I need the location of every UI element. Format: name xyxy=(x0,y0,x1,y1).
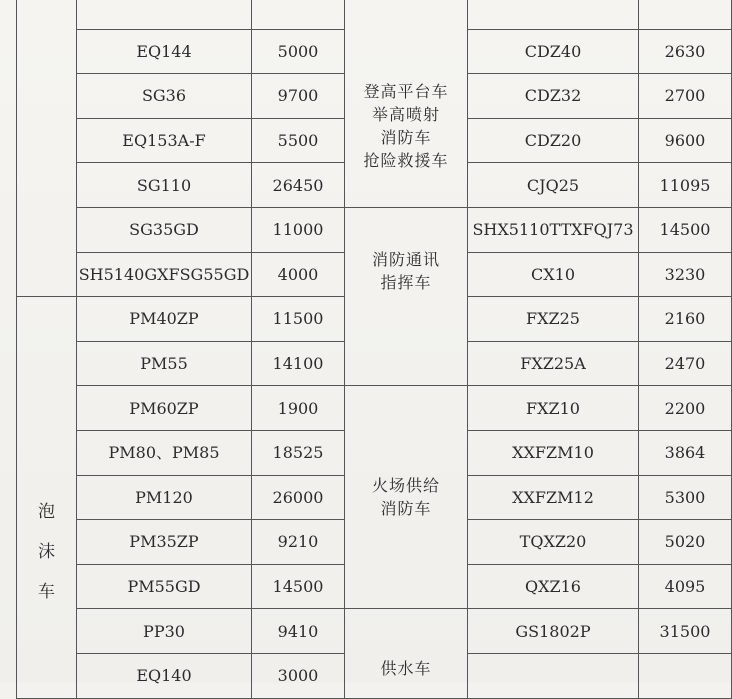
model-cell: PM55 xyxy=(77,341,252,386)
model-cell: EQ153A-F xyxy=(77,118,252,163)
model-cell: PM35ZP xyxy=(77,520,252,565)
right-value-cell xyxy=(639,653,732,698)
right-value-cell: 14500 xyxy=(639,207,732,252)
model-cell: EQ140 xyxy=(77,653,252,698)
value-cell: 5000 xyxy=(252,29,345,74)
category-char: 车 xyxy=(38,582,55,603)
category-char: 泡 xyxy=(38,502,55,523)
right-model-cell xyxy=(468,0,639,29)
right-model-cell: XXFZM12 xyxy=(468,475,639,520)
right-value-cell: 2160 xyxy=(639,297,732,342)
table-row xyxy=(17,386,732,431)
category-char: 沫 xyxy=(38,542,55,563)
middle-category-group2-line: 消防通讯 xyxy=(371,249,440,269)
right-value-cell: 5300 xyxy=(639,475,732,520)
right-model-cell: GS1802P xyxy=(468,609,639,654)
value-cell: 26450 xyxy=(252,163,345,208)
right-value-cell: 4095 xyxy=(639,564,732,609)
right-value-cell: 3230 xyxy=(639,252,732,297)
middle-category-group2 xyxy=(345,207,468,385)
right-model-cell: FXZ10 xyxy=(468,386,639,431)
right-value-cell: 2470 xyxy=(639,341,732,386)
right-value-cell: 9600 xyxy=(639,118,732,163)
right-model-cell: FXZ25 xyxy=(468,297,639,342)
middle-category-group4-line: 供水车 xyxy=(380,658,432,678)
value-cell: 26000 xyxy=(252,475,345,520)
right-model-cell: FXZ25A xyxy=(468,341,639,386)
table-row xyxy=(17,609,732,654)
right-model-cell: CDZ40 xyxy=(468,29,639,74)
right-model-cell: SHX5110TTXFQJ73 xyxy=(468,207,639,252)
value-cell: 18525 xyxy=(252,430,345,475)
right-value-cell: 5020 xyxy=(639,520,732,565)
value-cell: 9410 xyxy=(252,609,345,654)
middle-category-group1-line: 抢险救援车 xyxy=(363,151,449,171)
middle-category-group1-line: 消防车 xyxy=(380,127,432,147)
middle-category-group4 xyxy=(345,609,468,698)
value-cell: 14500 xyxy=(252,564,345,609)
right-model-cell: CJQ25 xyxy=(468,163,639,208)
right-model-cell xyxy=(468,653,639,698)
vehicle-spec-table xyxy=(16,0,732,699)
right-model-cell: CDZ32 xyxy=(468,74,639,119)
value-cell xyxy=(252,0,345,29)
model-cell: SG36 xyxy=(77,74,252,119)
middle-category-group1-line: 登高平台车 xyxy=(363,81,449,101)
middle-category-group2-line: 指挥车 xyxy=(380,273,432,293)
middle-category-group1 xyxy=(345,0,468,207)
value-cell: 11500 xyxy=(252,297,345,342)
model-cell: EQ144 xyxy=(77,29,252,74)
value-cell: 11000 xyxy=(252,207,345,252)
category-cell-foam xyxy=(17,297,77,698)
value-cell: 9210 xyxy=(252,520,345,565)
model-cell: PM120 xyxy=(77,475,252,520)
right-model-cell: TQXZ20 xyxy=(468,520,639,565)
right-model-cell: QXZ16 xyxy=(468,564,639,609)
value-cell: 1900 xyxy=(252,386,345,431)
table-row xyxy=(17,0,732,29)
middle-category-group3-line: 消防车 xyxy=(380,499,432,519)
model-cell: SG110 xyxy=(77,163,252,208)
value-cell: 14100 xyxy=(252,341,345,386)
right-value-cell: 3864 xyxy=(639,430,732,475)
model-cell: PM60ZP xyxy=(77,386,252,431)
model-cell xyxy=(77,0,252,29)
middle-category-group3 xyxy=(345,386,468,609)
value-cell: 4000 xyxy=(252,252,345,297)
right-model-cell: XXFZM10 xyxy=(468,430,639,475)
category-cell xyxy=(17,0,77,297)
model-cell: SH5140GXFSG55GD xyxy=(77,252,252,297)
right-value-cell: 2200 xyxy=(639,386,732,431)
value-cell: 5500 xyxy=(252,118,345,163)
middle-category-group3-line: 火场供给 xyxy=(371,476,440,496)
value-cell: 9700 xyxy=(252,74,345,119)
model-cell: PM80、PM85 xyxy=(77,430,252,475)
right-value-cell: 31500 xyxy=(639,609,732,654)
model-cell: PM40ZP xyxy=(77,297,252,342)
model-cell: SG35GD xyxy=(77,207,252,252)
table-row xyxy=(17,207,732,252)
model-cell: PP30 xyxy=(77,609,252,654)
value-cell: 3000 xyxy=(252,653,345,698)
right-value-cell xyxy=(639,0,732,29)
right-value-cell: 2700 xyxy=(639,74,732,119)
right-model-cell: CDZ20 xyxy=(468,118,639,163)
right-value-cell: 2630 xyxy=(639,29,732,74)
model-cell: PM55GD xyxy=(77,564,252,609)
right-value-cell: 11095 xyxy=(639,163,732,208)
right-model-cell: CX10 xyxy=(468,252,639,297)
middle-category-group1-line: 举高喷射 xyxy=(371,104,440,124)
